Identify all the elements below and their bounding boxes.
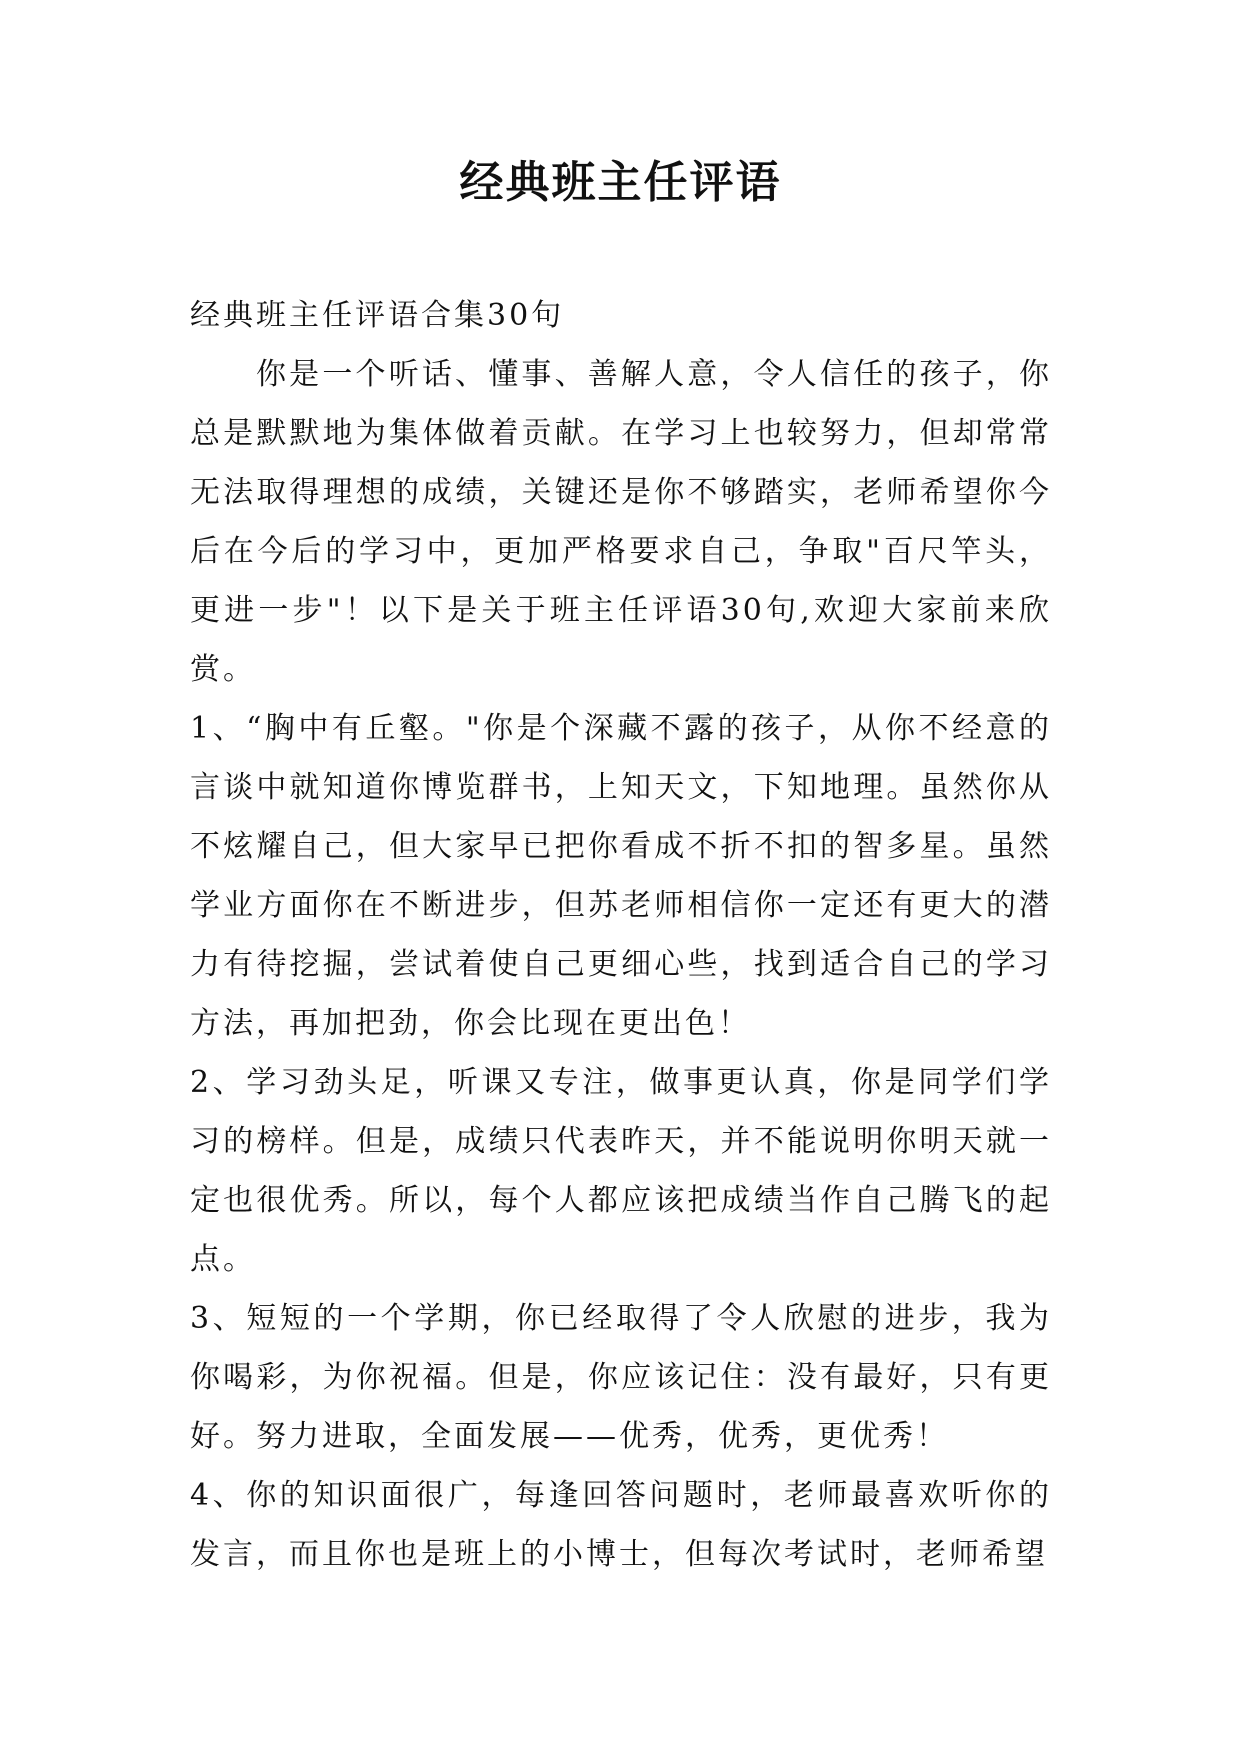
- intro-paragraph: 你是一个听话、懂事、善解人意，令人信任的孩子，你总是默默地为集体做着贡献。在学习上也较努力，但却常常无法取得理想的成绩，关键还是你不够踏实，老师希望你今后在今后的学习中，更加严格要求自己，争取"百尺竿头，更进一步"！以下是关于班主任评语30句,欢迎大家前来欣赏。: [190, 357, 1052, 687]
- document-body: [190, 286, 1052, 1584]
- comment-item-3: 3、短短的一个学期，你已经取得了令人欣慰的进步，我为你喝彩，为你祝福。但是，你应该记住：没有最好，只有更好。努力进取，全面发展——优秀，优秀，更优秀！: [190, 1301, 1052, 1454]
- comment-item-4: 4、你的知识面很广，每逢回答问题时，老师最喜欢听你的发言，而且你也是班上的小博士，但每次考试时，老师希望: [190, 1478, 1052, 1572]
- document-title: 经典班主任评语: [459, 157, 782, 208]
- document-subtitle: 经典班主任评语合集30句: [190, 298, 565, 333]
- comment-item-2: 2、学习劲头足，听课又专注，做事更认真，你是同学们学习的榜样。但是，成绩只代表昨天，并不能说明你明天就一定也很优秀。所以，每个人都应该把成绩当作自己腾飞的起点。: [190, 1065, 1052, 1277]
- comment-item-1: 1、“胸中有丘壑。"你是个深藏不露的孩子，从你不经意的言谈中就知道你博览群书，上知天文，下知地理。虽然你从不炫耀自己，但大家早已把你看成不折不扣的智多星。虽然学业方面你在不断进步，但苏老师相信你一定还有更大的潜力有待挖掘，尝试着使自己更细心些，找到适合自己的学习方法，再加把劲，你会比现在更出色！: [190, 711, 1052, 1041]
